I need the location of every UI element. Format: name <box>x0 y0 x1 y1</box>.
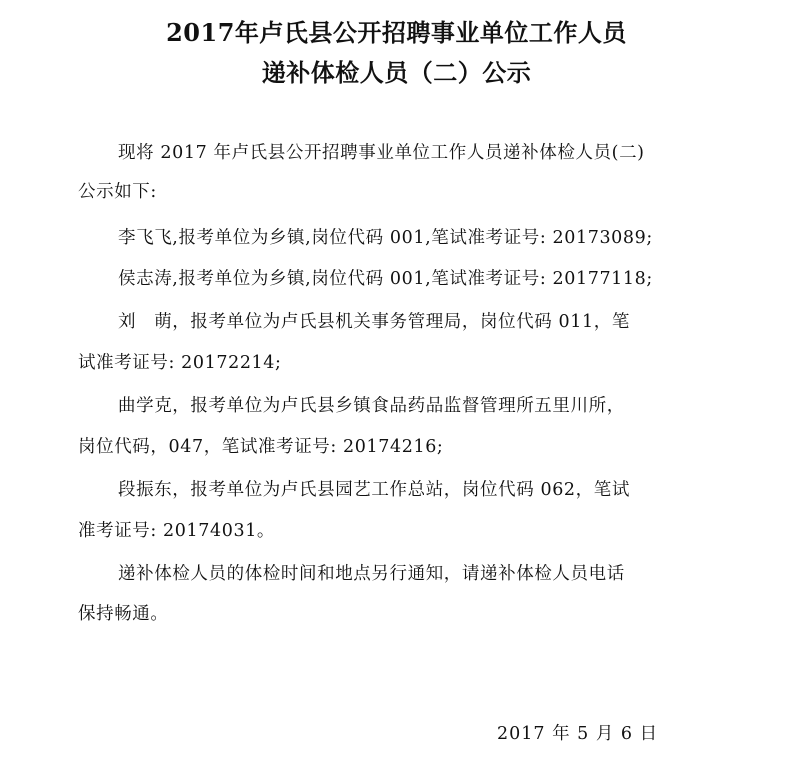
candidate-entry-5-line-2: 准考证号: 20174031。 <box>78 521 276 541</box>
candidate-entry-4-line-2: 岗位代码，047，笔试准考证号: 20174216; <box>78 437 444 457</box>
candidate-entry-3-line-1: 刘 萌，报考单位为卢氏县机关事务管理局，岗位代码 011，笔 <box>118 312 630 332</box>
intro-text-line-1: 现将 2017 年卢氏县公开招聘事业单位工作人员递补体检人员(二) <box>118 143 645 163</box>
document-date: 2017 年 5 月 6 日 <box>497 724 659 744</box>
candidate-entry-2: 侯志涛,报考单位为乡镇,岗位代码 001,笔试准考证号: 20177118; <box>118 269 653 289</box>
intro-text-line-2: 公示如下: <box>78 182 157 202</box>
notice-line-1: 递补体检人员的体检时间和地点另行通知，请递补体检人员电话 <box>118 564 625 584</box>
document-title-line-2: 递补体检人员（二）公示 <box>261 58 532 87</box>
candidate-entry-1: 李飞飞,报考单位为乡镇,岗位代码 001,笔试准考证号: 20173089; <box>118 228 653 248</box>
candidate-entry-5-line-1: 段振东，报考单位为卢氏县园艺工作总站，岗位代码 062，笔试 <box>118 480 630 500</box>
notice-line-2: 保持畅通。 <box>78 604 169 624</box>
candidate-entry-3-line-2: 试准考证号: 20172214; <box>78 353 282 373</box>
candidate-entry-4-line-1: 曲学克，报考单位为卢氏县乡镇食品药品监督管理所五里川所， <box>118 396 625 416</box>
document-title-line-1: 2017年卢氏县公开招聘事业单位工作人员 <box>166 18 627 47</box>
